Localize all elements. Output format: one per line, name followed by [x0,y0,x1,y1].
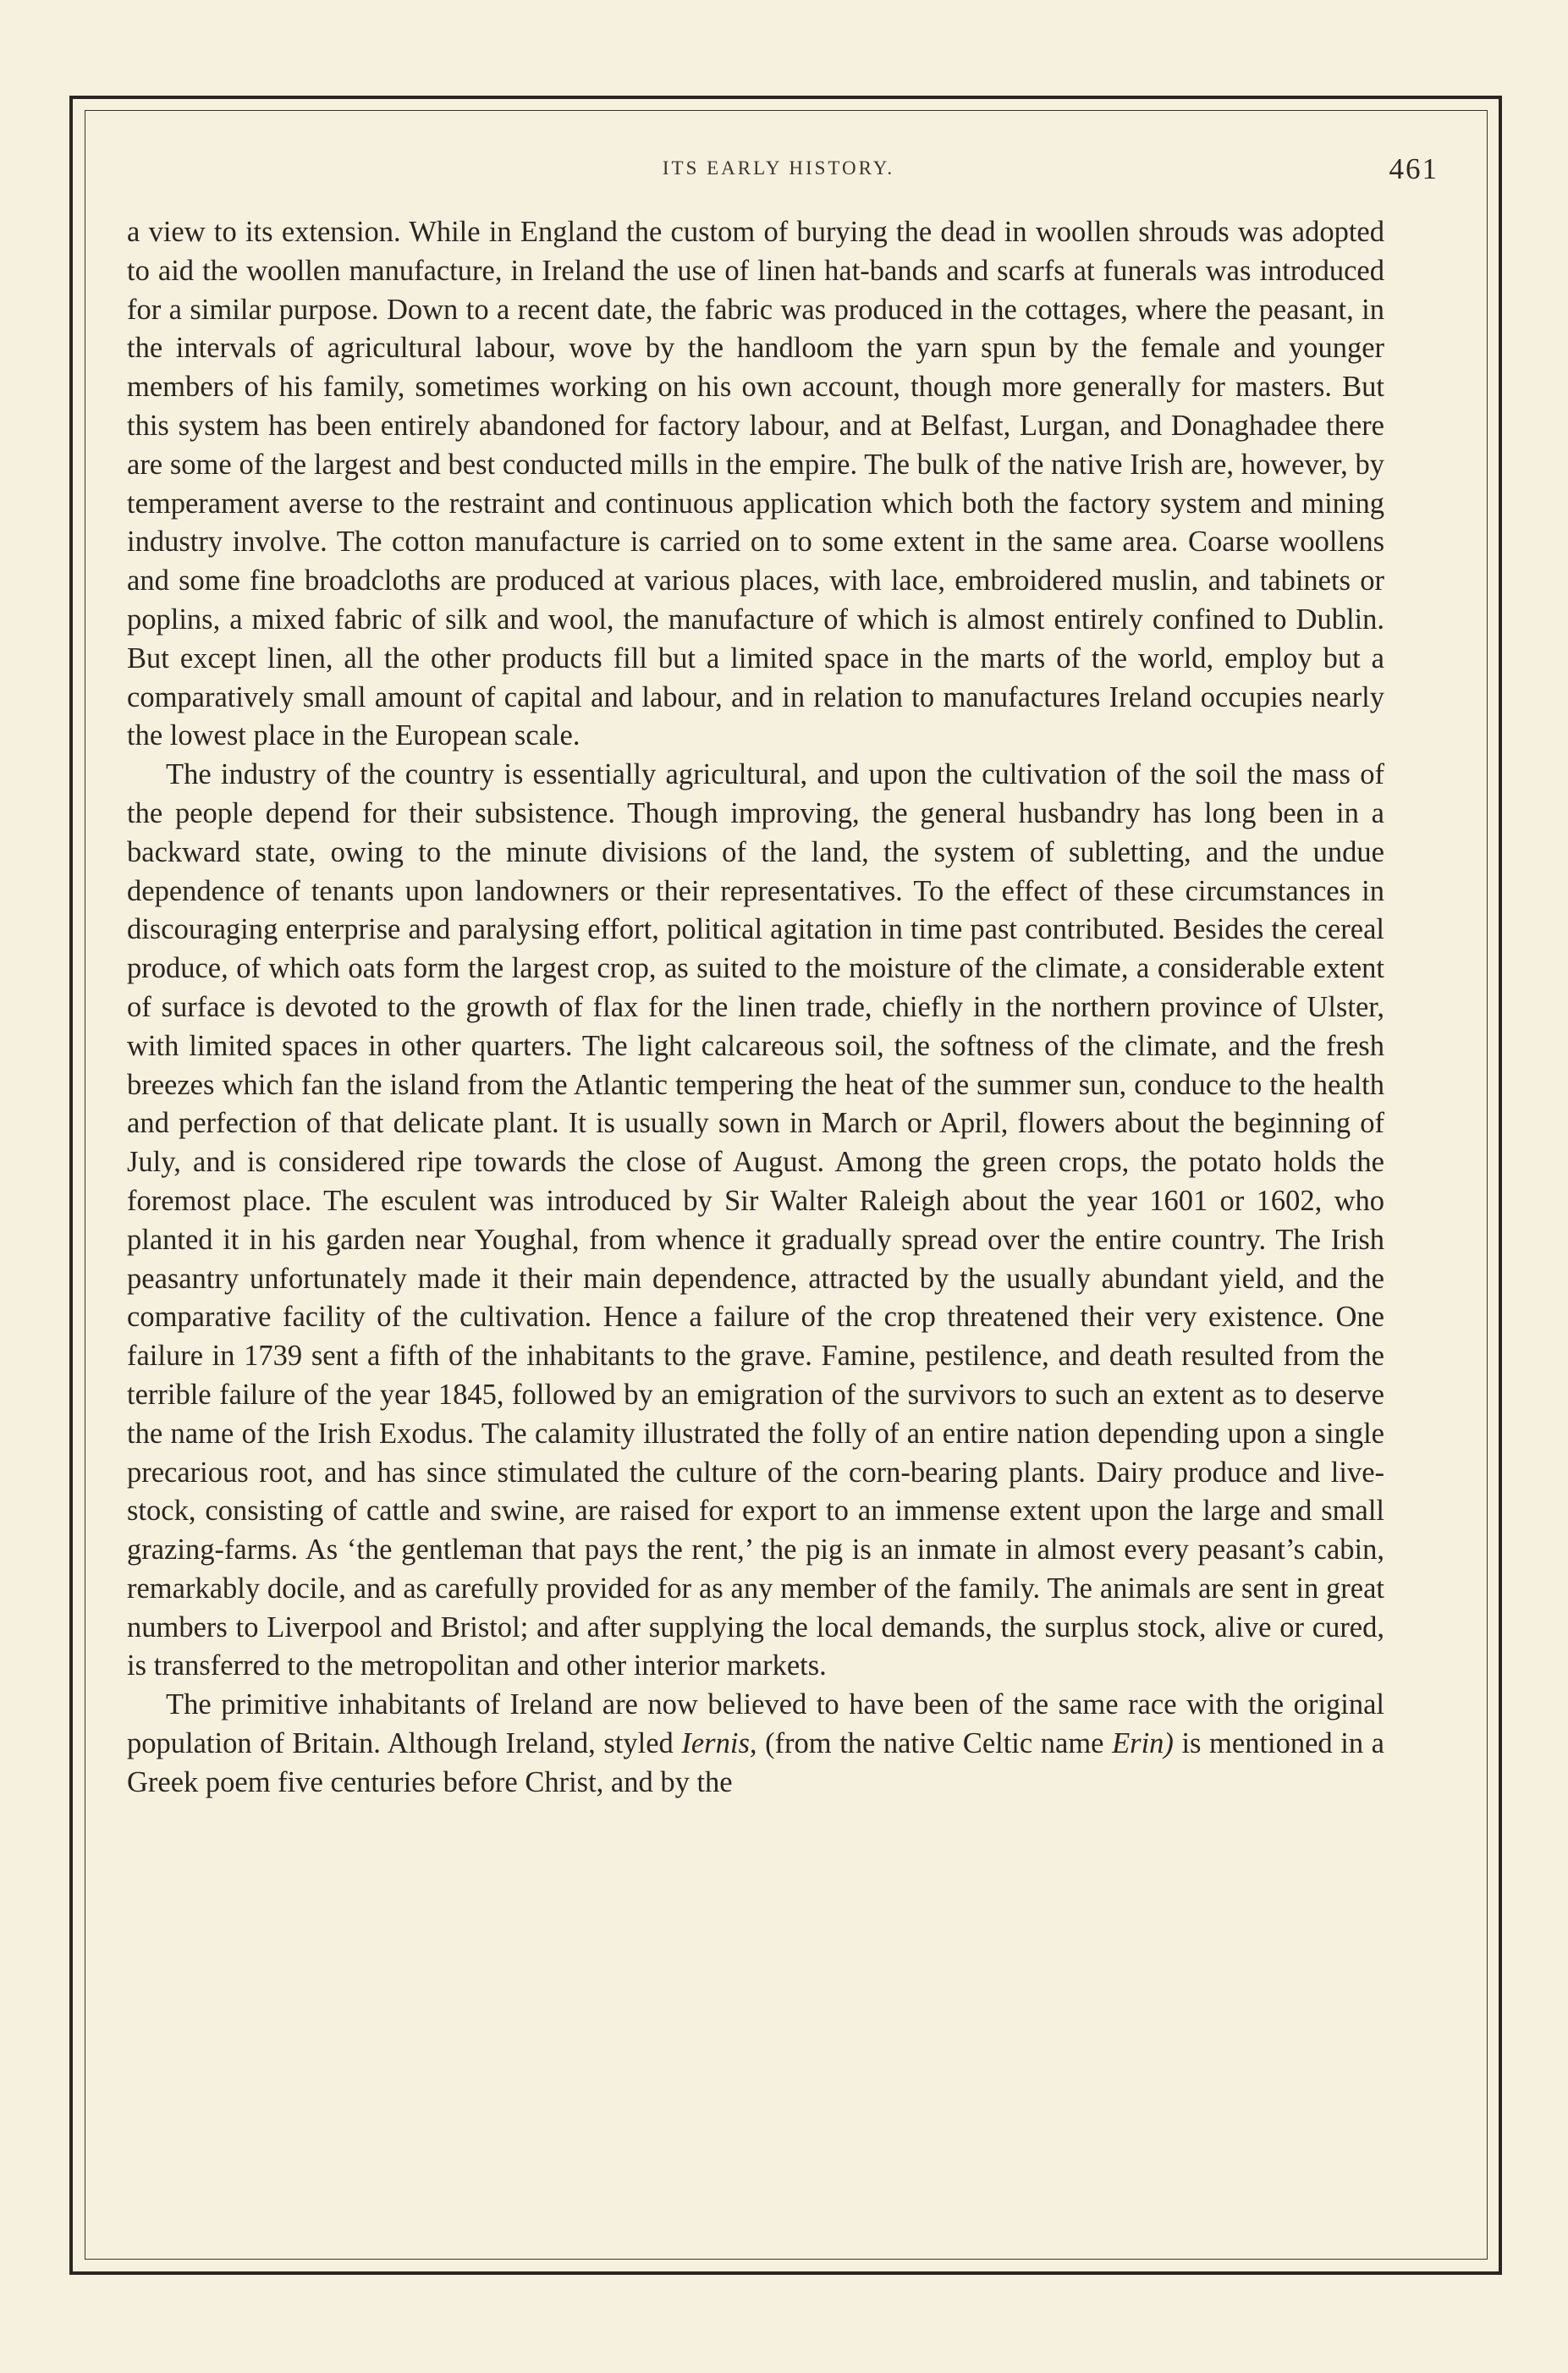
paragraph-3-text-b: (from the native Celtic name [756,1727,1113,1760]
paragraph-3-text-c: is mentioned in a Greek poem five centuries before Christ, and by the [127,1727,1384,1798]
running-head: ITS EARLY HISTORY. [662,157,895,179]
paragraph-2: The industry of the country is essentially agricultural, and upon the cultivation of the soil the mass of the people depend for their subsistence. Though improving, the general husbandry has long been in a backward state, owing to the minute divisions of the land, the system of subletting, and the undue dependence of tenants upon landowners or their representatives. To the effect of these circumstances in discouraging enterprise and paralysing effort, political agitation in time past contributed. Besides the cereal produce, of which oats form the largest crop, as suited to the moisture of the climate, a considerable extent of surface is devoted to the growth of flax for the linen trade, chiefly in the northern province of Ulster, with limited spaces in other quarters. The light calcareous soil, the softness of the climate, and the fresh breezes which fan the island from the Atlantic tempering the heat of the summer sun, conduce to the health and perfection of that delicate plant. It is usually sown in March or April, flowers about the beginning of July, and is considered ripe towards the close of August. Among the green crops, the potato holds the foremost place. The esculent was introduced by Sir Walter Raleigh about the year 1601 or 1602, who planted it in his garden near Youghal, from whence it gradually spread over the entire country. The Irish peasantry unfortunately made it their main dependence, attracted by the usually abundant yield, and the comparative facility of the cultivation. Hence a failure of the crop threatened their very existence. One failure in 1739 sent a fifth of the inhabitants to the grave. Famine, pestilence, and death resulted from the terrible failure of the year 1845, followed by an emigration of the survivors to such an extent as to deserve the name of the Irish Exodus. The calamity illustrated the folly of an entire nation depending upon a single precarious root, and has since stimulated the culture of the corn-bearing plants. Dairy produce and live-stock, consisting of cattle and swine, are raised for export to an immense extent upon the large and small grazing-farms. As ‘the gentleman that pays the rent,’ the pig is an inmate in almost every peasant’s cabin, remarkably docile, and as carefully provided for as any member of the family. The animals are sent in great numbers to Liverpool and Bristol; and after supplying the local demands, the surplus stock, alive or cured, is transferred to the metropolitan and other interior markets. [127,758,1384,1682]
term-erin: Erin) [1112,1727,1174,1760]
page-header [118,152,1439,191]
term-iernis: Iernis, [681,1727,757,1760]
page-number: 461 [1389,152,1439,185]
paragraph-3-text-a: The primitive inhabitants of Ireland are now believed to have been of the same race with the original population of Britain. Although Ireland, styled [127,1688,1384,1760]
body-text [127,213,1384,1803]
paragraph-3 [127,1686,1384,1802]
paragraph-1: a view to its extension. While in England the custom of burying the dead in woollen shrouds was adopted to aid the woollen manufacture, in Ireland the use of linen hat-bands and scarfs at funerals was introduced for a similar purpose. Down to a recent date, the fabric was produced in the cottages, where the peasant, in the intervals of agricultural labour, wove by the handloom the yarn spun by the female and younger members of his family, sometimes working on his own account, though more generally for masters. But this system has been entirely abandoned for factory labour, and at Belfast, Lurgan, and Donaghadee there are some of the largest and best conducted mills in the empire. The bulk of the native Irish are, however, by temperament averse to the restraint and continuous application which both the factory system and mining industry involve. The cotton manufacture is carried on to some extent in the same area. Coarse woollens and some fine broadcloths are produced at various places, with lace, embroidered muslin, and tabinets or poplins, a mixed fabric of silk and wool, the manufacture of which is almost entirely confined to Dublin. But except linen, all the other products fill but a limited space in the marts of the world, employ but a comparatively small amount of capital and labour, and in relation to manufactures Ireland occupies nearly the lowest place in the European scale. [127,216,1384,752]
